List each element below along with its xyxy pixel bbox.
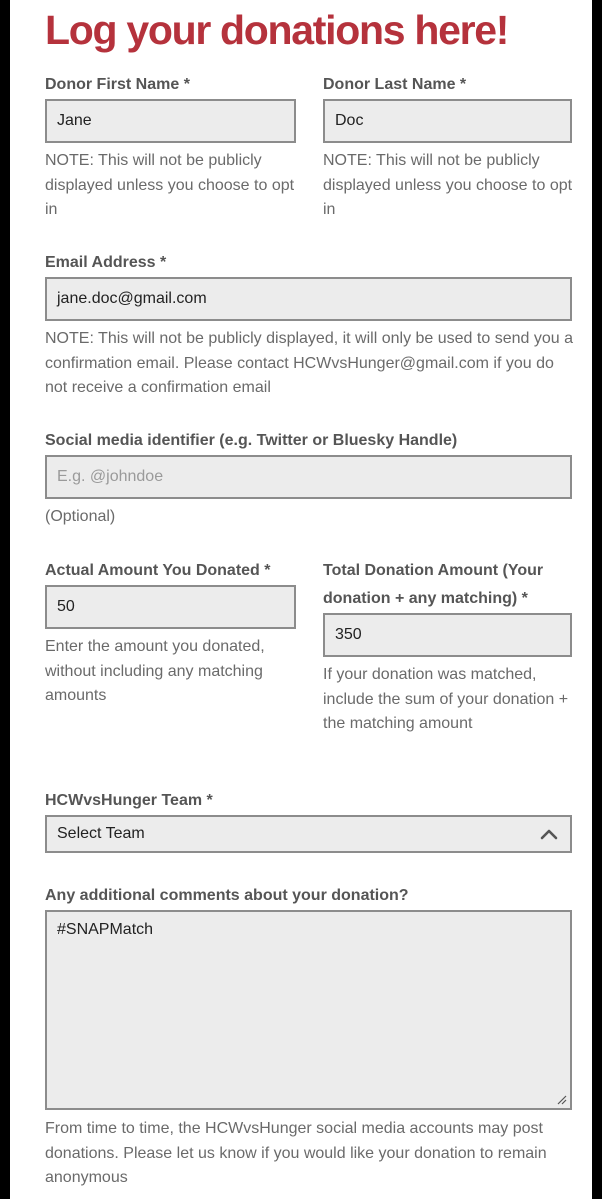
actual-amount-label: Actual Amount You Donated *: [45, 562, 271, 579]
social-label: Social media identifier (e.g. Twitter or Bluesky Handle): [45, 432, 458, 449]
first-name-input[interactable]: Jane: [45, 99, 296, 143]
first-name-note: NOTE: This will not be publicly displayed unless you choose to opt in: [45, 152, 295, 218]
total-amount-note: If your donation was matched, include the sum of your donation + the matching amount: [323, 666, 569, 732]
page-title: Log your donations here!: [45, 7, 509, 53]
actual-amount-note: Enter the amount you donated, without including any matching amounts: [45, 638, 265, 704]
team-select-value: Select Team: [57, 825, 145, 842]
comments-label: Any additional comments about your donation?: [45, 887, 409, 904]
team-label: HCWvsHunger Team *: [45, 792, 213, 809]
actual-amount-input[interactable]: 50: [45, 585, 296, 629]
email-note: NOTE: This will not be publicly displayed, it will only be used to send you a confirmation email. Please contact HCWvsHunger@gmail.com if you do not receive a confirmation email: [45, 330, 573, 396]
comments-note: From time to time, the HCWvsHunger social media accounts may post donations. Please let us know if you would like your donation to remain anonymous: [45, 1120, 547, 1186]
resize-grip-icon[interactable]: [555, 1093, 567, 1105]
first-name-label: Donor First Name *: [45, 76, 190, 93]
last-name-input[interactable]: Doc: [323, 99, 572, 143]
last-name-note: NOTE: This will not be publicly displayed unless you choose to opt in: [323, 152, 573, 218]
team-select[interactable]: [45, 815, 572, 853]
email-input[interactable]: jane.doc@gmail.com: [45, 277, 572, 321]
email-label: Email Address *: [45, 254, 167, 271]
social-note: (Optional): [45, 508, 116, 525]
last-name-label: Donor Last Name *: [323, 76, 467, 93]
chevron-up-icon[interactable]: [540, 828, 558, 840]
total-amount-label: Total Donation Amount (Your donation + any matching) *: [323, 562, 544, 607]
comments-textarea[interactable]: [45, 910, 572, 1110]
donation-form-page: [10, 0, 592, 1199]
comments-value: #SNAPMatch: [57, 921, 154, 938]
total-amount-input[interactable]: 350: [323, 613, 572, 657]
social-input[interactable]: E.g. @johndoe: [45, 455, 572, 499]
